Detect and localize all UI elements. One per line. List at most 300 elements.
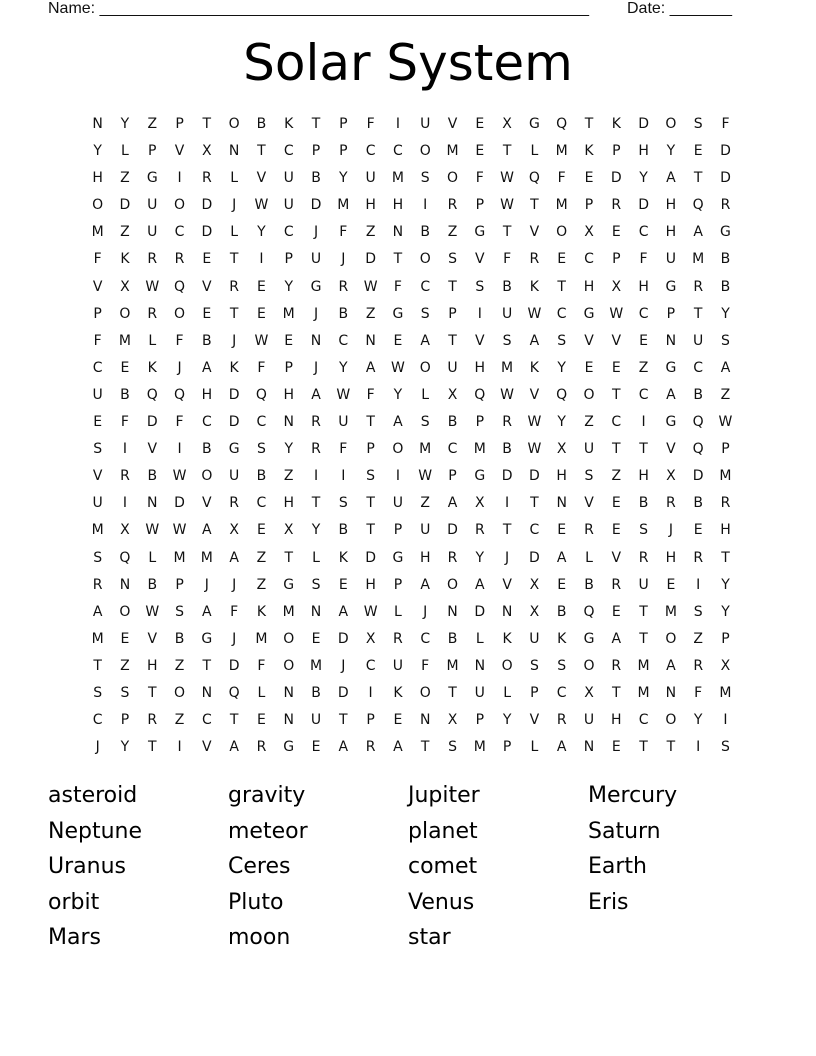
grid-letter[interactable]: N [583, 739, 595, 756]
grid-letter[interactable]: Y [502, 712, 512, 729]
grid-letter[interactable]: M [118, 332, 131, 349]
grid-letter[interactable]: D [174, 495, 185, 512]
grid-letter[interactable]: V [502, 576, 512, 593]
grid-letter[interactable]: D [337, 630, 349, 647]
grid-letter[interactable]: R [147, 305, 158, 322]
grid-letter[interactable]: B [420, 224, 431, 241]
grid-letter[interactable]: U [501, 305, 513, 322]
grid-letter[interactable]: A [666, 386, 676, 403]
grid-letter[interactable]: D [474, 603, 486, 620]
grid-letter[interactable]: O [419, 143, 431, 160]
grid-letter[interactable]: Q [583, 603, 595, 620]
grid-letter[interactable]: W [390, 359, 405, 376]
grid-letter[interactable]: D [146, 414, 158, 431]
grid-letter[interactable]: Z [365, 305, 376, 322]
grid-letter[interactable]: Y [721, 576, 730, 593]
grid-letter[interactable]: Y [284, 441, 293, 458]
grid-letter[interactable]: K [557, 630, 567, 647]
grid-letter[interactable]: K [256, 603, 267, 620]
grid-letter[interactable]: D [638, 197, 649, 214]
grid-letter[interactable]: R [611, 576, 622, 593]
grid-letter[interactable]: I [723, 712, 728, 729]
grid-letter[interactable]: R [229, 495, 239, 512]
grid-letter[interactable]: C [638, 386, 649, 403]
grid-letter[interactable]: S [93, 441, 103, 458]
grid-letter[interactable]: O [174, 305, 186, 322]
grid-letter[interactable]: R [693, 549, 704, 566]
grid-letter[interactable]: R [120, 468, 130, 485]
grid-letter[interactable]: U [474, 684, 485, 701]
grid-letter[interactable]: I [395, 116, 400, 132]
grid-letter[interactable]: R [693, 278, 704, 295]
grid-letter[interactable]: D [692, 468, 704, 485]
grid-letter[interactable]: P [584, 197, 594, 214]
grid-letter[interactable]: F [557, 170, 566, 187]
grid-letter[interactable]: B [338, 305, 349, 322]
grid-letter[interactable]: E [639, 332, 649, 349]
grid-letter[interactable]: C [611, 414, 622, 431]
grid-letter[interactable]: T [693, 170, 703, 187]
grid-letter[interactable]: N [419, 712, 431, 729]
grid-letter[interactable]: X [447, 386, 458, 403]
grid-letter[interactable]: H [611, 712, 622, 729]
grid-letter[interactable]: E [120, 359, 130, 376]
grid-letter[interactable]: G [528, 116, 540, 132]
grid-letter[interactable]: G [310, 278, 322, 295]
grid-letter[interactable]: Z [174, 657, 185, 674]
grid-letter[interactable]: S [93, 549, 103, 566]
grid-letter[interactable]: F [93, 332, 102, 349]
grid-letter[interactable]: I [641, 414, 646, 431]
grid-letter[interactable]: R [338, 278, 349, 295]
grid-letter[interactable]: R [447, 549, 458, 566]
grid-letter[interactable]: T [639, 739, 648, 756]
grid-letter[interactable]: F [175, 332, 184, 349]
grid-letter[interactable]: X [529, 603, 540, 620]
grid-letter[interactable]: O [228, 116, 240, 132]
grid-letter[interactable]: U [338, 414, 349, 431]
grid-letter[interactable]: P [530, 684, 539, 701]
grid-letter[interactable]: O [501, 657, 513, 674]
grid-letter[interactable]: W [254, 197, 269, 214]
grid-letter[interactable]: B [256, 116, 267, 132]
grid-letter[interactable]: U [310, 712, 322, 729]
grid-letter[interactable]: Q [474, 386, 486, 403]
grid-letter[interactable]: C [420, 278, 431, 295]
grid-letter[interactable]: B [256, 468, 267, 485]
grid-letter[interactable]: L [421, 386, 430, 403]
grid-letter[interactable]: I [696, 576, 701, 593]
grid-letter[interactable]: Z [283, 468, 294, 485]
grid-letter[interactable]: O [283, 657, 295, 674]
grid-letter[interactable]: F [639, 251, 648, 268]
grid-letter[interactable]: U [665, 251, 676, 268]
grid-letter[interactable]: O [174, 197, 186, 214]
grid-letter[interactable]: W [500, 386, 515, 403]
grid-letter[interactable]: A [202, 522, 212, 539]
grid-letter[interactable]: Y [339, 170, 348, 187]
grid-letter[interactable]: T [366, 414, 375, 431]
grid-letter[interactable]: V [447, 116, 458, 132]
grid-letter[interactable]: R [529, 251, 540, 268]
grid-letter[interactable]: C [283, 224, 294, 241]
grid-letter[interactable]: H [638, 143, 649, 160]
grid-letter[interactable]: E [93, 414, 103, 431]
grid-letter[interactable]: H [720, 522, 731, 539]
grid-letter[interactable]: O [419, 684, 431, 701]
grid-letter[interactable]: P [393, 522, 403, 539]
grid-letter[interactable]: P [120, 712, 130, 729]
grid-letter[interactable]: U [92, 386, 103, 403]
grid-letter[interactable]: G [583, 630, 595, 647]
grid-letter[interactable]: E [557, 522, 567, 539]
grid-letter[interactable]: U [147, 224, 158, 241]
grid-letter[interactable]: E [475, 143, 485, 160]
grid-letter[interactable]: U [310, 251, 322, 268]
grid-letter[interactable]: G [392, 305, 404, 322]
grid-letter[interactable]: F [694, 684, 703, 701]
grid-letter[interactable]: E [311, 630, 321, 647]
grid-letter[interactable]: J [232, 630, 237, 647]
grid-letter[interactable]: M [637, 657, 650, 674]
grid-letter[interactable]: B [502, 441, 512, 458]
grid-letter[interactable]: U [283, 197, 294, 214]
grid-letter[interactable]: A [556, 739, 567, 756]
grid-letter[interactable]: D [720, 143, 731, 160]
grid-letter[interactable]: N [310, 332, 322, 349]
grid-letter[interactable]: M [473, 739, 486, 756]
grid-letter[interactable]: S [93, 684, 103, 701]
grid-letter[interactable]: Y [120, 739, 130, 756]
grid-letter[interactable]: B [556, 603, 567, 620]
grid-letter[interactable]: F [339, 224, 348, 241]
grid-letter[interactable]: L [530, 739, 539, 756]
grid-letter[interactable]: K [393, 684, 403, 701]
grid-letter[interactable]: T [147, 739, 157, 756]
grid-letter[interactable]: O [392, 441, 404, 458]
grid-letter[interactable]: Q [255, 386, 267, 403]
grid-letter[interactable]: C [638, 305, 649, 322]
grid-letter[interactable]: C [365, 657, 376, 674]
grid-letter[interactable]: R [311, 414, 321, 431]
grid-letter[interactable]: H [474, 359, 486, 376]
grid-letter[interactable]: A [666, 657, 676, 674]
grid-letter[interactable]: N [665, 684, 677, 701]
grid-letter[interactable]: H [201, 386, 213, 403]
grid-letter[interactable]: C [529, 522, 540, 539]
grid-letter[interactable]: G [474, 468, 486, 485]
grid-letter[interactable]: V [529, 386, 540, 403]
grid-letter[interactable]: H [665, 224, 677, 241]
grid-letter[interactable]: M [664, 603, 677, 620]
grid-letter[interactable]: B [638, 495, 649, 512]
grid-letter[interactable]: K [584, 143, 594, 160]
grid-letter[interactable]: W [500, 197, 515, 214]
grid-letter[interactable]: L [312, 549, 320, 566]
grid-letter[interactable]: U [420, 116, 431, 132]
grid-letter[interactable]: M [473, 441, 486, 458]
grid-letter[interactable]: W [145, 278, 160, 295]
grid-letter[interactable]: V [256, 170, 267, 187]
grid-letter[interactable]: Z [120, 224, 130, 241]
grid-letter[interactable]: E [693, 143, 703, 160]
grid-letter[interactable]: A [611, 630, 622, 647]
grid-letter[interactable]: T [257, 143, 266, 160]
grid-letter[interactable]: R [611, 197, 622, 214]
grid-letter[interactable]: R [638, 549, 649, 566]
grid-letter[interactable]: N [92, 116, 103, 132]
grid-letter[interactable]: Z [120, 170, 130, 187]
grid-letter[interactable]: N [283, 712, 294, 729]
grid-letter[interactable]: T [93, 657, 102, 674]
grid-letter[interactable]: X [447, 712, 458, 729]
grid-letter[interactable]: K [229, 359, 239, 376]
grid-letter[interactable]: V [202, 495, 212, 512]
grid-letter[interactable]: G [283, 739, 295, 756]
grid-letter[interactable]: V [92, 468, 103, 485]
grid-letter[interactable]: X [556, 441, 567, 458]
grid-letter[interactable]: H [556, 468, 567, 485]
grid-letter[interactable]: T [639, 630, 648, 647]
grid-letter[interactable]: D [365, 549, 376, 566]
grid-letter[interactable]: J [341, 251, 346, 268]
grid-letter[interactable]: V [475, 251, 485, 268]
grid-letter[interactable]: J [313, 359, 319, 376]
grid-letter[interactable]: X [283, 522, 294, 539]
grid-letter[interactable]: Z [420, 495, 430, 512]
grid-letter[interactable]: O [283, 630, 295, 647]
grid-letter[interactable]: S [448, 739, 457, 756]
grid-letter[interactable]: B [147, 576, 158, 593]
grid-letter[interactable]: M [501, 359, 514, 376]
grid-letter[interactable]: D [501, 468, 513, 485]
grid-letter[interactable]: L [230, 170, 239, 187]
grid-letter[interactable]: G [720, 224, 731, 241]
grid-letter[interactable]: S [502, 332, 512, 349]
grid-letter[interactable]: T [584, 116, 594, 132]
grid-letter[interactable]: Z [584, 414, 594, 431]
grid-letter[interactable]: A [556, 549, 567, 566]
grid-letter[interactable]: O [174, 684, 186, 701]
grid-letter[interactable]: D [201, 197, 213, 214]
grid-letter[interactable]: A [666, 170, 676, 187]
grid-letter[interactable]: X [120, 522, 130, 539]
grid-letter[interactable]: R [92, 576, 103, 593]
grid-letter[interactable]: W [363, 278, 378, 295]
grid-letter[interactable]: Y [120, 116, 130, 132]
grid-letter[interactable]: W [527, 414, 542, 431]
grid-letter[interactable]: T [693, 305, 703, 322]
grid-letter[interactable]: C [693, 359, 704, 376]
grid-letter[interactable]: L [257, 684, 266, 701]
grid-letter[interactable]: R [720, 495, 731, 512]
grid-letter[interactable]: S [366, 468, 376, 485]
grid-letter[interactable]: A [202, 359, 212, 376]
grid-letter[interactable]: K [529, 278, 539, 295]
grid-letter[interactable]: E [693, 522, 703, 539]
grid-letter[interactable]: S [420, 305, 430, 322]
grid-letter[interactable]: Q [146, 386, 158, 403]
grid-letter[interactable]: R [229, 278, 239, 295]
grid-letter[interactable]: P [175, 576, 184, 593]
grid-letter[interactable]: H [92, 170, 103, 187]
grid-letter[interactable]: Q [174, 278, 186, 295]
grid-letter[interactable]: M [391, 170, 404, 187]
grid-letter[interactable]: K [338, 549, 348, 566]
grid-letter[interactable]: O [119, 603, 131, 620]
grid-letter[interactable]: T [202, 116, 212, 132]
grid-letter[interactable]: T [420, 739, 430, 756]
grid-letter[interactable]: P [721, 441, 730, 458]
grid-letter[interactable]: A [311, 386, 321, 403]
grid-letter[interactable]: Y [639, 170, 648, 187]
grid-letter[interactable]: E [257, 712, 266, 729]
grid-letter[interactable]: X [202, 143, 212, 160]
grid-letter[interactable]: J [232, 197, 237, 214]
grid-letter[interactable]: D [529, 549, 540, 566]
grid-letter[interactable]: H [365, 576, 376, 593]
grid-letter[interactable]: P [284, 359, 293, 376]
grid-letter[interactable]: E [202, 251, 212, 268]
grid-letter[interactable]: U [529, 630, 540, 647]
grid-letter[interactable]: M [446, 143, 459, 160]
grid-letter[interactable]: X [611, 278, 622, 295]
grid-letter[interactable]: W [609, 305, 624, 322]
grid-letter[interactable]: G [474, 224, 486, 241]
grid-letter[interactable]: R [556, 712, 567, 729]
grid-letter[interactable]: V [611, 332, 622, 349]
grid-letter[interactable]: T [666, 739, 676, 756]
grid-letter[interactable]: C [556, 684, 567, 701]
grid-letter[interactable]: U [283, 170, 294, 187]
grid-letter[interactable]: J [668, 522, 673, 539]
grid-letter[interactable]: T [612, 684, 621, 701]
grid-letter[interactable]: Z [147, 116, 158, 132]
grid-letter[interactable]: H [392, 197, 404, 214]
grid-letter[interactable]: N [556, 495, 567, 512]
grid-letter[interactable]: B [693, 386, 703, 403]
grid-letter[interactable]: N [283, 414, 294, 431]
grid-letter[interactable]: B [202, 441, 212, 458]
grid-letter[interactable]: I [177, 441, 182, 458]
grid-letter[interactable]: N [201, 684, 213, 701]
grid-letter[interactable]: L [530, 143, 539, 160]
grid-letter[interactable]: A [393, 739, 403, 756]
grid-letter[interactable]: K [120, 251, 130, 268]
grid-letter[interactable]: D [610, 170, 622, 187]
grid-letter[interactable]: Q [119, 549, 131, 566]
grid-letter[interactable]: Z [365, 224, 376, 241]
grid-letter[interactable]: F [503, 251, 512, 268]
grid-letter[interactable]: S [693, 116, 703, 132]
grid-letter[interactable]: V [529, 224, 540, 241]
grid-letter[interactable]: S [584, 468, 594, 485]
grid-letter[interactable]: U [583, 712, 595, 729]
grid-letter[interactable]: G [201, 630, 213, 647]
grid-letter[interactable]: I [341, 468, 346, 485]
grid-letter[interactable]: V [92, 278, 103, 295]
grid-letter[interactable]: H [283, 386, 294, 403]
grid-letter[interactable]: V [202, 278, 212, 295]
grid-letter[interactable]: G [228, 441, 240, 458]
grid-letter[interactable]: Z [120, 657, 130, 674]
grid-letter[interactable]: L [503, 684, 511, 701]
grid-letter[interactable]: Z [256, 576, 267, 593]
grid-letter[interactable]: D [638, 116, 649, 132]
grid-letter[interactable]: T [311, 495, 321, 512]
grid-letter[interactable]: E [475, 116, 485, 132]
grid-letter[interactable]: R [147, 712, 158, 729]
grid-letter[interactable]: E [611, 739, 621, 756]
grid-letter[interactable]: O [419, 359, 431, 376]
grid-letter[interactable]: A [365, 359, 376, 376]
grid-letter[interactable]: Z [638, 359, 649, 376]
grid-letter[interactable]: O [92, 197, 104, 214]
grid-letter[interactable]: O [665, 630, 677, 647]
grid-letter[interactable]: Y [339, 359, 348, 376]
grid-letter[interactable]: T [311, 116, 321, 132]
grid-letter[interactable]: F [175, 414, 184, 431]
grid-letter[interactable]: M [719, 468, 732, 485]
grid-letter[interactable]: S [420, 170, 430, 187]
grid-letter[interactable]: U [147, 197, 158, 214]
grid-letter[interactable]: A [720, 359, 731, 376]
grid-letter[interactable]: S [721, 332, 730, 349]
grid-letter[interactable]: Y [257, 224, 266, 241]
grid-letter[interactable]: F [366, 386, 375, 403]
grid-letter[interactable]: P [448, 468, 457, 485]
grid-letter[interactable]: T [530, 495, 539, 512]
grid-letter[interactable]: A [229, 739, 239, 756]
grid-letter[interactable]: H [665, 549, 677, 566]
grid-letter[interactable]: J [313, 224, 319, 241]
grid-letter[interactable]: T [448, 684, 457, 701]
grid-letter[interactable]: V [584, 495, 594, 512]
grid-letter[interactable]: N [501, 603, 513, 620]
grid-letter[interactable]: A [92, 603, 103, 620]
grid-letter[interactable]: S [338, 495, 348, 512]
grid-letter[interactable]: R [693, 657, 704, 674]
grid-letter[interactable]: S [639, 522, 649, 539]
grid-letter[interactable]: T [229, 712, 239, 729]
grid-letter[interactable]: J [95, 739, 100, 756]
grid-letter[interactable]: R [584, 522, 594, 539]
grid-letter[interactable]: F [120, 414, 129, 431]
grid-letter[interactable]: C [420, 630, 431, 647]
grid-letter[interactable]: J [341, 657, 346, 674]
grid-letter[interactable]: M [555, 143, 568, 160]
grid-letter[interactable]: F [393, 278, 402, 295]
grid-letter[interactable]: B [311, 684, 321, 701]
grid-letter[interactable]: B [174, 630, 185, 647]
grid-letter[interactable]: Y [393, 386, 403, 403]
grid-letter[interactable]: H [419, 549, 431, 566]
grid-letter[interactable]: X [229, 522, 239, 539]
grid-letter[interactable]: N [228, 143, 240, 160]
grid-letter[interactable]: G [392, 549, 404, 566]
grid-letter[interactable]: T [339, 712, 348, 729]
grid-letter[interactable]: P [475, 712, 485, 729]
grid-letter[interactable]: V [475, 332, 485, 349]
grid-letter[interactable]: G [665, 278, 677, 295]
grid-letter[interactable]: D [337, 684, 349, 701]
grid-letter[interactable]: U [447, 359, 458, 376]
grid-letter[interactable]: T [448, 332, 457, 349]
grid-letter[interactable]: Y [557, 414, 566, 431]
grid-letter[interactable]: M [91, 522, 104, 539]
grid-letter[interactable]: H [665, 197, 677, 214]
grid-letter[interactable]: Y [93, 143, 102, 160]
